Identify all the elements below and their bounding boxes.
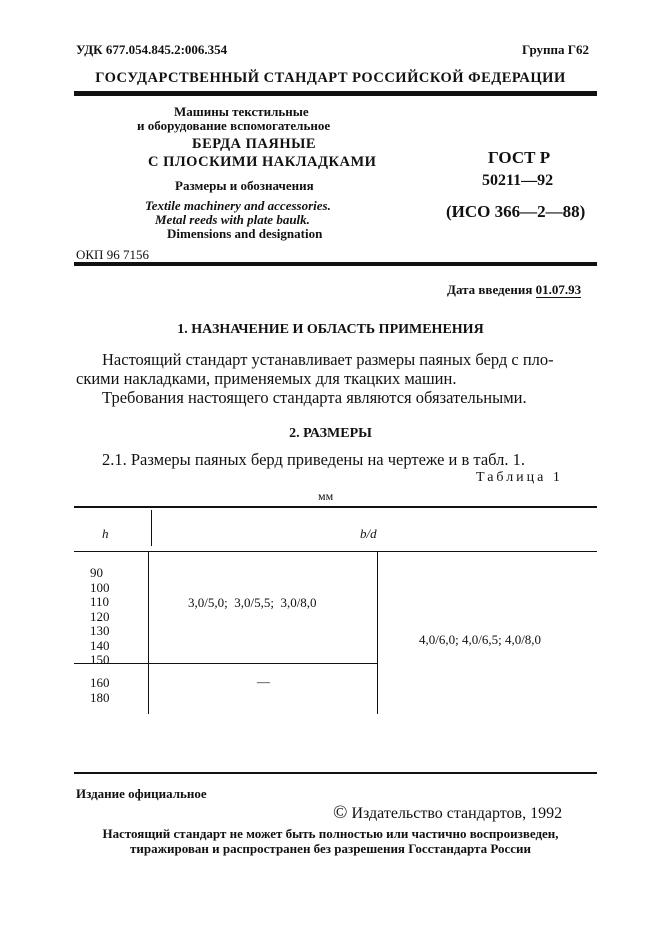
header-vertical-rule <box>151 510 152 546</box>
copyright-line <box>333 802 562 824</box>
notice-line-1: Настоящий стандарт не может быть полностью или частично воспроизведен, <box>102 826 559 841</box>
notice-line-2: тиражирован и распространен без разрешения Госстандарта России <box>129 841 531 856</box>
category-line-2: и оборудование вспомогательное <box>137 118 331 133</box>
column-divider-1 <box>148 551 149 714</box>
udk-code: УДК 677.054.845.2:006.354 <box>76 42 228 57</box>
table-caption: Таблица 1 <box>476 470 563 485</box>
iso-reference: (ИСО 366—2—88) <box>446 202 586 221</box>
header-thick-rule <box>74 91 597 96</box>
h-value: 110 <box>90 594 110 609</box>
right-bd-value: 4,0/6,0; 4,0/6,5; 4,0/8,0 <box>419 632 542 647</box>
title-block-rule <box>74 262 597 266</box>
group-divider-rule <box>74 663 378 664</box>
official-edition: Издание официальное <box>76 786 207 801</box>
section-1-para-2: Требования настоящего стандарта являются обязательными. <box>102 388 527 407</box>
column-header-h: h <box>102 526 109 541</box>
group-2-h-values <box>90 676 110 705</box>
english-title-3: Dimensions and designation <box>167 226 323 241</box>
gost-number: 50211—92 <box>482 172 554 189</box>
english-title-2: Metal reeds with plate baulk. <box>155 212 310 227</box>
copyright-text: Издательство стандартов, 1992 <box>351 805 563 822</box>
column-divider-2 <box>377 551 378 714</box>
h-value: 90 <box>90 565 103 580</box>
title-line-1: БЕРДА ПАЯНЫЕ <box>192 136 317 152</box>
okp-code: ОКП 96 7156 <box>76 247 149 262</box>
section-1-para-1-line-2: скими накладками, применяемых для ткацких машин. <box>76 369 457 388</box>
h-value: 130 <box>90 623 110 638</box>
table-unit: мм <box>318 489 334 503</box>
intro-date <box>447 282 581 298</box>
table-top-rule <box>74 506 597 508</box>
title-line-2: С ПЛОСКИМИ НАКЛАДКАМИ <box>148 154 377 170</box>
subtitle: Размеры и обозначения <box>175 178 314 193</box>
section-1-para-1-line-1: Настоящий стандарт устанавливает размеры паяных берд с пло- <box>102 350 554 369</box>
footer-rule <box>74 772 597 774</box>
h-value: 140 <box>90 637 110 653</box>
h-value: 150 <box>90 652 110 667</box>
intro-date-value: 01.07.93 <box>535 282 582 297</box>
group-2-bd-value: — <box>257 674 270 689</box>
gost-label: ГОСТ Р <box>488 148 551 167</box>
h-value: 120 <box>90 608 110 624</box>
group-code: Группа Г62 <box>522 42 590 57</box>
group-1-h-values <box>90 566 110 668</box>
group-1-bd-value: 3,0/5,0; 3,0/5,5; 3,0/8,0 <box>188 595 317 610</box>
category-line-1: Машины текстильные <box>174 104 309 119</box>
section-2-para: 2.1. Размеры паяных берд приведены на чертеже и в табл. 1. <box>102 450 525 469</box>
copyright-symbol: © <box>333 802 348 823</box>
h-value: 160 <box>90 675 110 690</box>
column-header-bd: b/d <box>360 526 377 541</box>
h-value: 100 <box>90 579 110 595</box>
intro-date-label: Дата введения <box>447 282 533 297</box>
section-1-heading: 1. НАЗНАЧЕНИЕ И ОБЛАСТЬ ПРИМЕНЕНИЯ <box>177 322 484 337</box>
h-value: 180 <box>90 689 110 705</box>
header-bottom-rule <box>74 551 597 552</box>
state-standard-title: ГОСУДАРСТВЕННЫЙ СТАНДАРТ РОССИЙСКОЙ ФЕДЕРАЦИИ <box>95 70 566 86</box>
section-2-heading: 2. РАЗМЕРЫ <box>289 426 372 441</box>
english-title-1: Textile machinery and accessories. <box>145 198 331 213</box>
